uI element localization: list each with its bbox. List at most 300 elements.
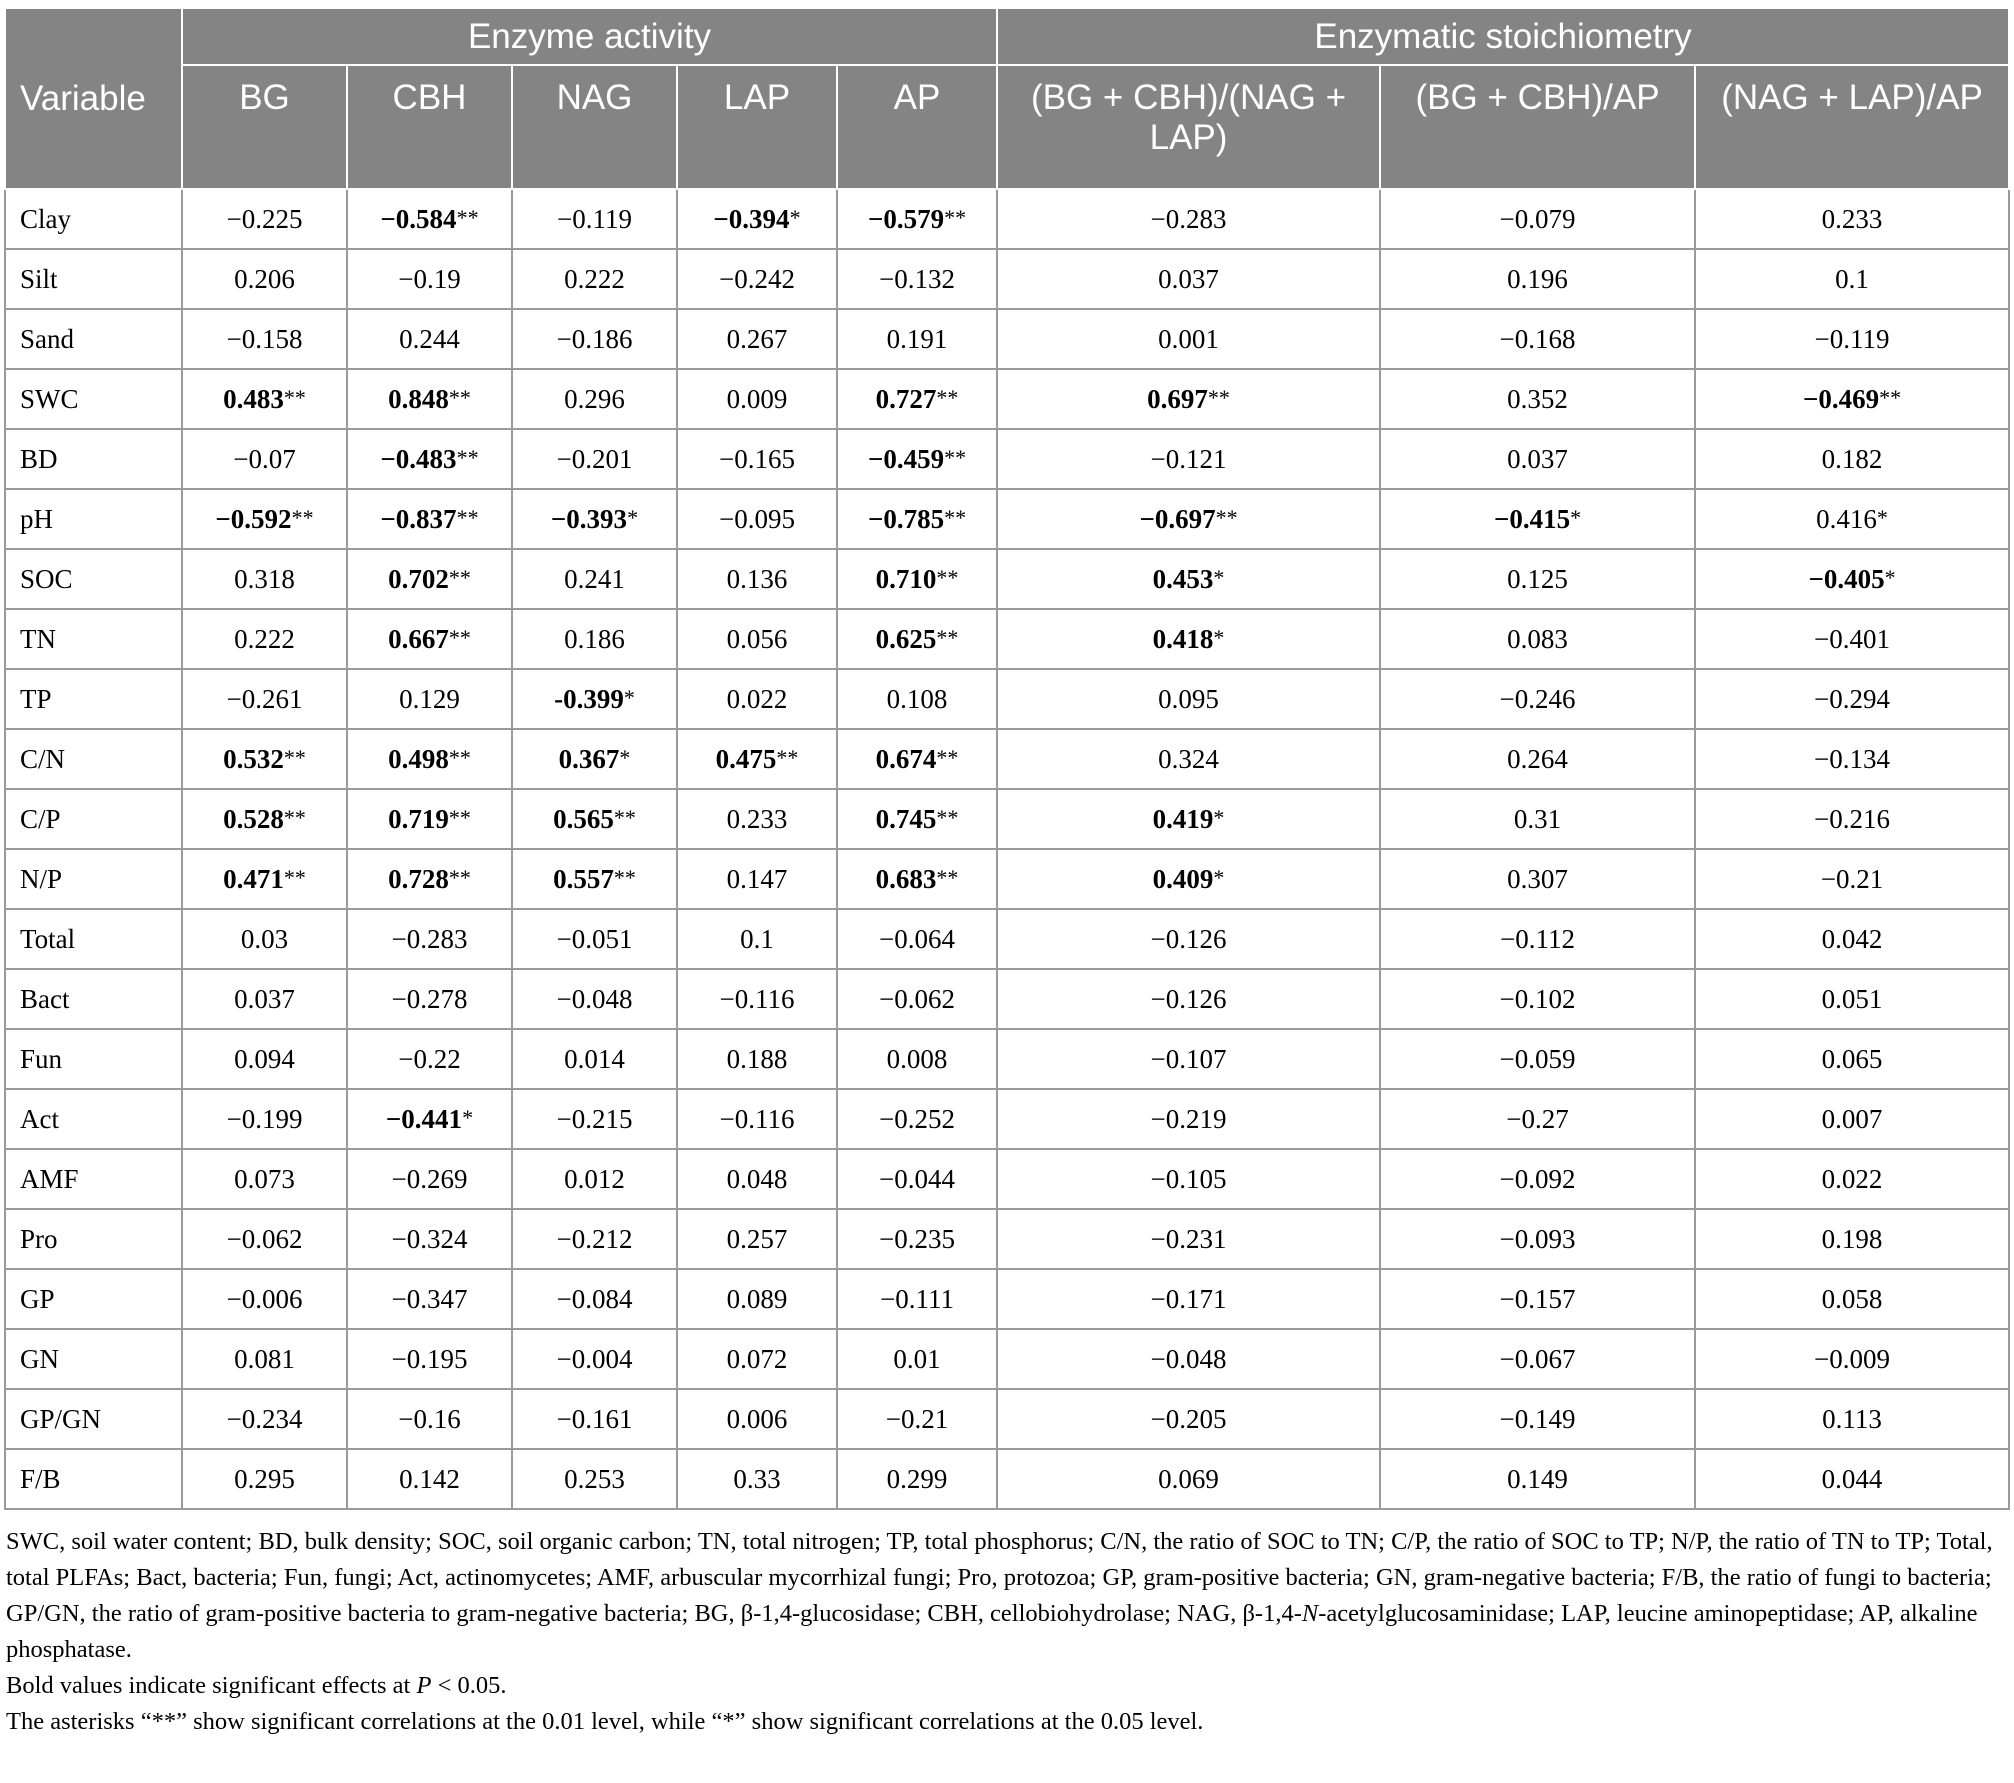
significance-stars: ** [448,804,471,830]
cell-value: 0.095 [1158,683,1219,714]
cell-value: −0.215 [556,1103,633,1134]
table-cell [347,1389,512,1449]
table-cell [512,1209,677,1269]
table-cell [677,489,837,549]
cell-value: 0.233 [1821,203,1883,234]
cell-value: 0.006 [726,1403,788,1434]
significance-stars: * [1876,504,1888,530]
cell-value: 0.149 [1507,1463,1568,1494]
table-cell [512,969,677,1029]
cell-value: −0.079 [1499,203,1576,234]
cell-value: 0.051 [1821,983,1883,1014]
cell-value: −0.469 [1802,383,1880,414]
cell-value: −0.134 [1814,743,1891,774]
cell-value: −0.07 [233,443,296,474]
table-cell [837,1389,997,1449]
table-cell [677,1029,837,1089]
cell-value: 0.352 [1507,383,1568,414]
cell-value: −0.283 [391,923,468,954]
cell-value: 0.056 [726,623,788,654]
table-cell [997,1389,1380,1449]
table-cell [1695,909,2009,969]
table-cell [1380,909,1695,969]
table-cell [1695,669,2009,729]
significance-stars: ** [936,564,959,590]
table-cell [677,909,837,969]
table-cell [677,309,837,369]
cell-value: 0.198 [1821,1223,1883,1254]
cell-value: 0.01 [893,1343,941,1374]
table-row [5,1209,2009,1269]
cell-value: −0.009 [1814,1343,1891,1374]
table-cell [182,849,347,909]
significance-stars: ** [936,384,959,410]
table-row [5,789,2009,849]
row-variable-label: pH [5,489,182,549]
row-variable-label: C/N [5,729,182,789]
cell-value: −0.405 [1808,563,1885,594]
table-cell [182,1089,347,1149]
table-cell [997,429,1380,489]
table-cell [837,1329,997,1389]
significance-stars: ** [448,744,471,770]
table-cell [837,1149,997,1209]
table-cell [347,489,512,549]
cell-value: −0.126 [1150,923,1227,954]
table-cell [347,1029,512,1089]
cell-value: 0.113 [1822,1403,1882,1434]
cell-value: −0.19 [398,263,461,294]
row-variable-label: Sand [5,309,182,369]
cell-value: 0.206 [234,263,295,294]
table-cell [182,1029,347,1089]
table-cell [182,249,347,309]
table-cell [347,369,512,429]
table-cell [182,789,347,849]
cell-value: −0.116 [719,983,795,1014]
table-cell [997,309,1380,369]
cell-value: 0.191 [886,323,948,354]
table-cell [347,1209,512,1269]
cell-value: −0.186 [556,323,633,354]
significance-stars: ** [456,444,479,470]
table-cell [182,1209,347,1269]
cell-value: −0.116 [719,1103,795,1134]
cell-value: 0.702 [388,563,449,594]
table-cell [677,549,837,609]
cell-value: 0.532 [223,743,284,774]
cell-value: 0.037 [234,983,295,1014]
table-cell [837,249,997,309]
cell-value: 0.528 [223,803,284,834]
table-cell [677,1449,837,1509]
table-row [5,189,2009,249]
cell-value: 0.009 [726,383,788,414]
table-cell [182,309,347,369]
table-cell [1695,489,2009,549]
table-row [5,669,2009,729]
cell-value: 0.674 [875,743,937,774]
table-row [5,909,2009,969]
cell-value: 0.083 [1507,623,1568,654]
table-cell [997,729,1380,789]
significance-stars: ** [448,564,471,590]
table-cell [347,429,512,489]
cell-value: −0.084 [556,1283,633,1314]
table-cell [347,909,512,969]
cell-value: −0.219 [1150,1103,1227,1134]
table-row [5,489,2009,549]
table-cell [512,789,677,849]
cell-value: -0.399 [554,683,624,714]
cell-value: −0.393 [550,503,628,534]
cell-value: −0.592 [215,503,292,534]
table-cell [837,189,997,249]
table-cell [1380,969,1695,1029]
cell-value: −0.119 [1814,323,1890,354]
table-cell [347,309,512,369]
table-cell [837,429,997,489]
table-cell [1380,1449,1695,1509]
cell-value: 0.136 [726,563,788,594]
cell-value: 0.367 [558,743,620,774]
table-cell [1695,429,2009,489]
cell-value: 0.557 [553,863,614,894]
cell-value: 0.037 [1507,443,1568,474]
significance-stars: ** [944,504,967,530]
table-cell [1695,1029,2009,1089]
table-cell [182,429,347,489]
table-cell [182,549,347,609]
cell-value: −0.093 [1499,1223,1576,1254]
table-cell [512,189,677,249]
significance-stars: ** [1215,504,1238,530]
table-row [5,369,2009,429]
table-cell [997,549,1380,609]
cell-value: −0.584 [380,203,457,234]
row-variable-label: GP [5,1269,182,1329]
cell-value: −0.216 [1814,803,1891,834]
cell-value: 0.727 [875,383,937,414]
significance-stars: * [1884,564,1896,590]
cell-value: −0.102 [1499,983,1576,1014]
significance-stars: ** [776,744,799,770]
cell-value: −0.004 [556,1343,633,1374]
row-variable-label: Total [5,909,182,969]
table-cell [182,669,347,729]
table-cell [997,1329,1380,1389]
table-cell [1695,1389,2009,1449]
cell-value: 0.33 [733,1463,781,1494]
table-cell [182,1389,347,1449]
table-cell [677,1389,837,1449]
table-cell [997,1269,1380,1329]
cell-value: −0.157 [1499,1283,1576,1314]
cell-value: −0.168 [1499,323,1576,354]
significance-stars: * [1213,804,1225,830]
cell-value: −0.401 [1814,623,1891,654]
cell-value: −0.095 [719,503,795,534]
table-cell [512,489,677,549]
table-cell [182,1149,347,1209]
table-row [5,249,2009,309]
table-cell [512,1149,677,1209]
significance-stars: ** [283,804,306,830]
cell-value: −0.394 [713,203,790,234]
table-cell [677,849,837,909]
cell-value: −0.347 [391,1283,468,1314]
significance-stars: ** [448,384,471,410]
cell-value: −0.111 [880,1283,954,1314]
bold-values-note: Bold values indicate significant effects at P < 0.05. [6,1672,507,1699]
cell-value: 0.471 [223,863,284,894]
cell-value: 0.299 [886,1463,948,1494]
table-cell [512,1269,677,1329]
cell-value: 0.267 [726,323,788,354]
table-cell [677,1269,837,1329]
table-cell [837,669,997,729]
row-variable-label: Fun [5,1029,182,1089]
cell-value: 0.667 [388,623,449,654]
table-cell [837,369,997,429]
cell-value: 0.565 [553,803,614,834]
table-cell [182,969,347,1029]
significance-stars: * [1213,624,1225,650]
table-cell [997,909,1380,969]
cell-value: −0.112 [1500,923,1575,954]
cell-value: 0.728 [388,863,449,894]
cell-value: 0.683 [875,863,937,894]
table-cell [182,1329,347,1389]
table-cell [677,969,837,1029]
cell-value: 0.022 [1821,1163,1883,1194]
table-cell [1695,1089,2009,1149]
asterisk-note: The asterisks “**” show significant correlations at the 0.01 level, while “*” show significant correlations at the 0.05 level. [6,1708,1204,1735]
table-cell [347,249,512,309]
row-variable-label: Silt [5,249,182,309]
cell-value: 0.625 [875,623,937,654]
significance-stars: * [1213,564,1225,590]
table-cell [997,609,1380,669]
cell-value: 0.008 [886,1043,948,1074]
cell-value: −0.231 [1150,1223,1227,1254]
table-cell [997,489,1380,549]
table-cell [677,429,837,489]
row-variable-label: BD [5,429,182,489]
table-cell [182,489,347,549]
significance-stars: ** [456,504,479,530]
table-cell [1695,189,2009,249]
significance-stars: ** [936,864,959,890]
table-footnotes [4,1524,2006,1740]
cell-value: 0.418 [1152,623,1214,654]
significance-stars: ** [1207,384,1230,410]
cell-value: −0.246 [1499,683,1576,714]
table-cell [837,849,997,909]
table-cell [837,1449,997,1509]
table-cell [347,1329,512,1389]
cell-value: 0.182 [1821,443,1883,474]
significance-stars: ** [936,624,959,650]
table-cell [837,309,997,369]
cell-value: 0.222 [564,263,625,294]
significance-stars: ** [944,444,967,470]
cell-value: −0.441 [385,1103,463,1134]
cell-value: −0.242 [719,263,795,294]
cell-value: 0.241 [564,563,625,594]
cell-value: 0.419 [1152,803,1214,834]
table-cell [677,789,837,849]
table-row [5,309,2009,369]
table-cell [1695,249,2009,309]
variable-header: Variable [5,8,182,189]
cell-value: 0.498 [388,743,449,774]
table-row [5,429,2009,489]
column-header: NAG [512,65,677,189]
table-cell [1380,1029,1695,1089]
cell-value: 0.222 [234,623,295,654]
table-cell [347,849,512,909]
cell-value: 0.307 [1507,863,1568,894]
significance-stars: ** [291,504,314,530]
significance-stars: ** [448,624,471,650]
column-header: CBH [347,65,512,189]
cell-value: −0.064 [879,923,955,954]
table-cell [347,1149,512,1209]
table-row [5,849,2009,909]
cell-value: 0.108 [886,683,948,714]
row-variable-label: F/B [5,1449,182,1509]
table-cell [997,969,1380,1029]
table-cell [182,189,347,249]
cell-value: −0.195 [391,1343,468,1374]
significance-stars: * [619,744,631,770]
table-cell [347,1449,512,1509]
table-cell [182,609,347,669]
cell-value: −0.121 [1150,443,1227,474]
table-cell [677,1149,837,1209]
cell-value: −0.235 [879,1223,955,1254]
row-variable-label: TP [5,669,182,729]
cell-value: −0.212 [556,1223,633,1254]
significance-stars: ** [283,744,306,770]
cell-value: 0.31 [1513,803,1562,834]
table-cell [512,429,677,489]
table-cell [1380,789,1695,849]
table-cell [997,789,1380,849]
table-cell [837,549,997,609]
cell-value: −0.205 [1150,1403,1227,1434]
table-cell [347,969,512,1029]
table-cell [512,609,677,669]
table-cell [1695,789,2009,849]
cell-value: −0.126 [1150,983,1227,1014]
cell-value: 0.022 [726,683,788,714]
cell-value: 0.072 [726,1343,788,1374]
cell-value: −0.107 [1150,1043,1227,1074]
table-cell [347,609,512,669]
table-cell [837,489,997,549]
cell-value: −0.119 [557,203,632,234]
cell-value: −0.158 [226,323,303,354]
cell-value: −0.837 [380,503,457,534]
correlation-table-figure [4,7,2008,1740]
significance-stars: ** [1879,384,1902,410]
table-cell [1695,1449,2009,1509]
cell-value: 0.1 [740,923,774,954]
cell-value: 0.453 [1152,563,1214,594]
significance-stars: * [623,684,635,710]
cell-value: 0.065 [1821,1043,1883,1074]
table-cell [1695,549,2009,609]
table-cell [837,1029,997,1089]
table-cell [677,1329,837,1389]
cell-value: −0.105 [1150,1163,1227,1194]
cell-value: −0.051 [556,923,633,954]
table-row [5,1329,2009,1389]
table-cell [1380,1149,1695,1209]
cell-value: −0.048 [556,983,633,1014]
table-cell [1380,1329,1695,1389]
table-cell [997,1209,1380,1269]
cell-value: 0.069 [1158,1463,1219,1494]
cell-value: −0.252 [879,1103,955,1134]
cell-value: 0.094 [234,1043,295,1074]
table-cell [347,1089,512,1149]
cell-value: 0.483 [223,383,284,414]
cell-value: 0.697 [1147,383,1208,414]
table-cell [512,1449,677,1509]
cell-value: 0.142 [399,1463,460,1494]
cell-value: −0.21 [1820,863,1884,894]
table-row [5,1269,2009,1329]
table-cell [1380,489,1695,549]
cell-value: −0.283 [1150,203,1227,234]
table-body [5,189,2009,1509]
table-cell [1380,609,1695,669]
table-cell [677,609,837,669]
cell-value: 0.048 [726,1163,788,1194]
enzyme-activity-header: Enzyme activity [182,8,997,65]
table-cell [512,309,677,369]
significance-stars: ** [448,864,471,890]
table-cell [347,1269,512,1329]
cell-value: 0.264 [1507,743,1568,774]
cell-value: 0.012 [564,1163,625,1194]
table-cell [347,669,512,729]
cell-value: −0.171 [1150,1283,1227,1314]
cell-value: −0.199 [226,1103,303,1134]
table-cell [677,369,837,429]
table-cell [512,1029,677,1089]
cell-value: −0.161 [556,1403,633,1434]
table-cell [1380,729,1695,789]
significance-stars: ** [283,384,306,410]
cell-value: 0.073 [234,1163,295,1194]
table-cell [997,1149,1380,1209]
cell-value: 0.295 [234,1463,295,1494]
table-cell [1695,1149,2009,1209]
cell-value: 0.848 [388,383,449,414]
significance-stars: * [1570,504,1582,530]
cell-value: −0.062 [879,983,955,1014]
cell-value: 0.188 [726,1043,788,1074]
table-cell [997,669,1380,729]
significance-stars: * [789,204,801,230]
table-cell [1695,1209,2009,1269]
table-cell [1380,189,1695,249]
cell-value: −0.165 [719,443,795,474]
